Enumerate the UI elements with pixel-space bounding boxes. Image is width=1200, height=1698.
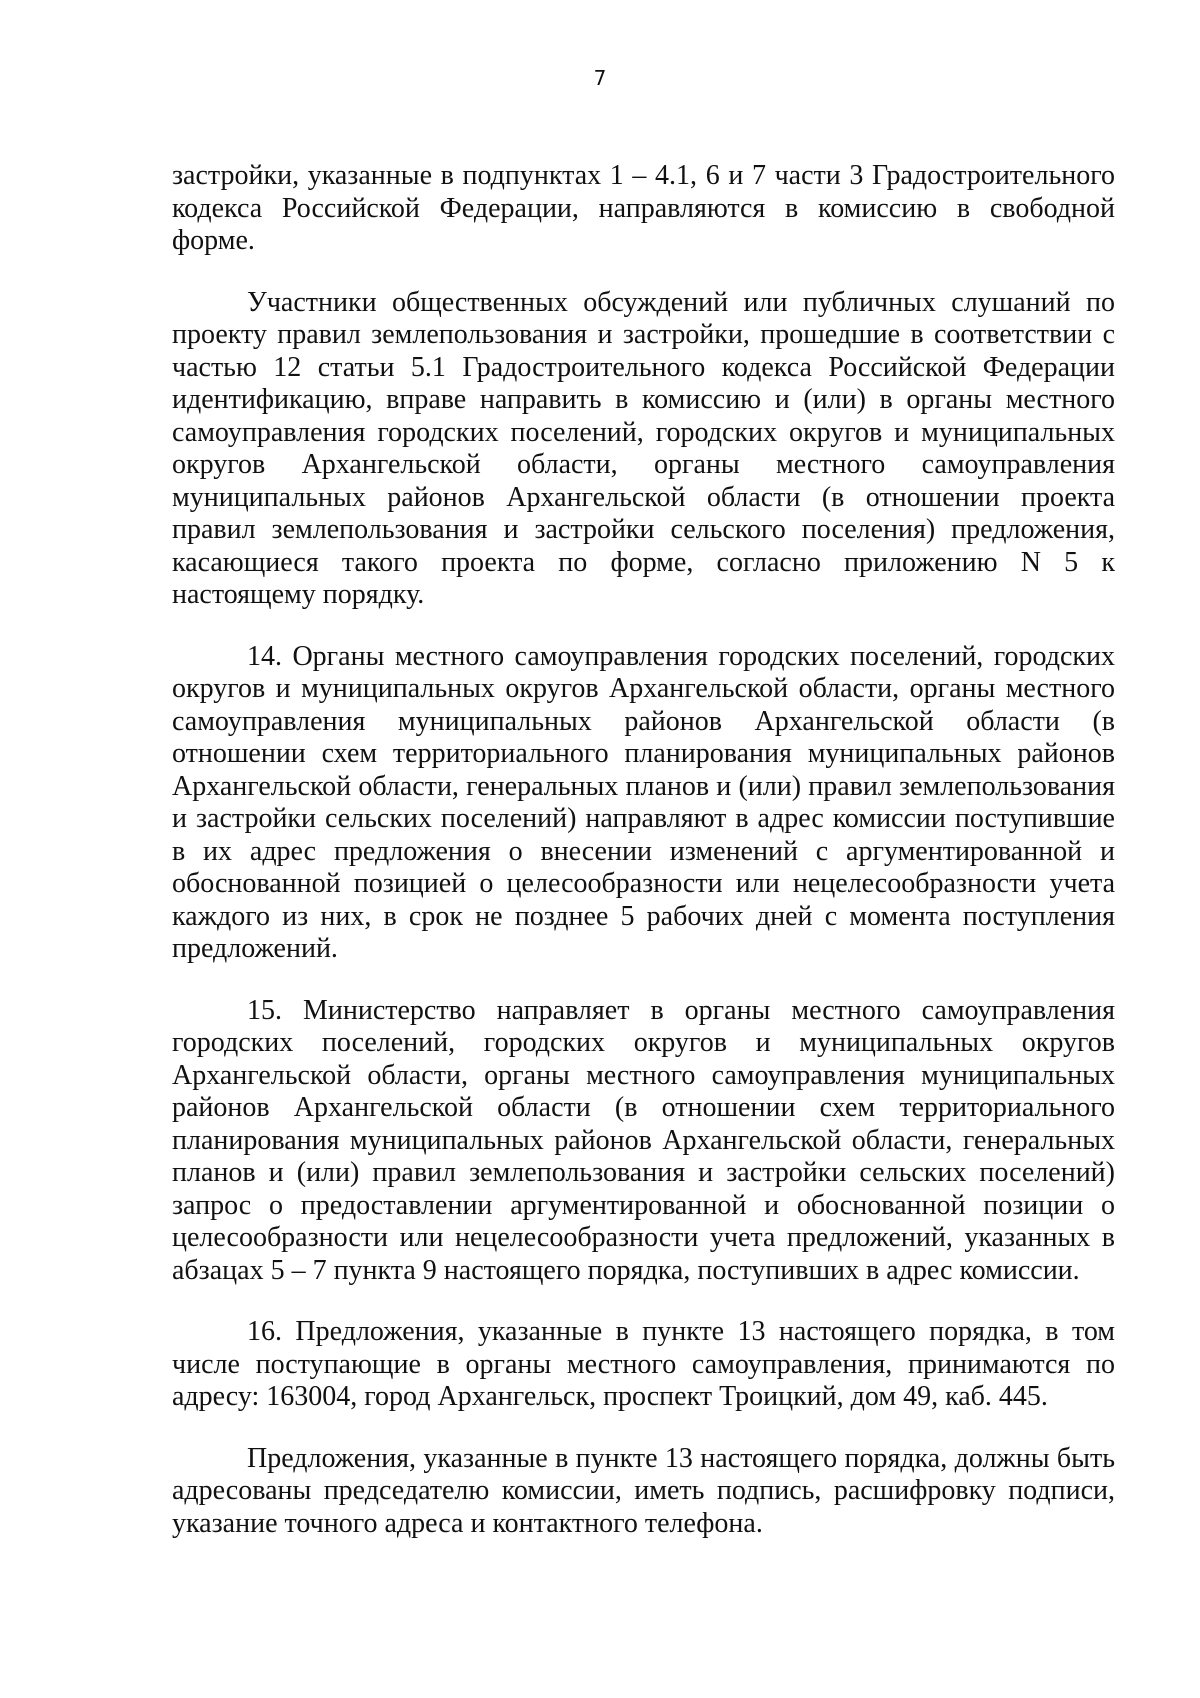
paragraph-proposals-requirements: Предложения, указанные в пункте 13 настоящего порядка, должны быть адресованы председателю комиссии, иметь подпись, расшифровку подписи, указание точного адреса и контактного телефона. bbox=[172, 1442, 1115, 1539]
paragraph-15: 15. Министерство направляет в органы местного самоуправления городских поселений, городских округов и муниципальных округов Архангельской области, органы местного самоуправления муниципальных районов Архангельской области (в отношении схем территориального планирования муниципальных районов Архангельской области, генеральных планов и (или) правил землепользования и застройки сельских поселений) запрос о предоставлении аргументированной и обоснованной позиции о целесообразности или нецелесообразности учета предложений, указанных в абзацах 5 – 7 пункта 9 настоящего порядка, поступивших в адрес комиссии. bbox=[172, 994, 1115, 1286]
paragraph-participants: Участники общественных обсуждений или публичных слушаний по проекту правил землепользования и застройки, прошедшие в соответствии с частью 12 статьи 5.1 Градостроительного кодекса Российской Федерации идентификацию, вправе направить в комиссию и (или) в органы местного самоуправления городских поселений, городских округов и муниципальных округов Архангельской области, органы местного самоуправления муниципальных районов Архангельской области (в отношении проекта правил землепользования и застройки сельского поселения) предложения, касающиеся такого проекта по форме, согласно приложению N 5 к настоящему порядку. bbox=[172, 286, 1115, 610]
page-number: 7 bbox=[593, 66, 607, 90]
paragraph-continuation: застройки, указанные в подпунктах 1 – 4.1, 6 и 7 части 3 Градостроительного кодекса Российской Федерации, направляются в комиссию в свободной форме. bbox=[172, 160, 1115, 256]
paragraph-14: 14. Органы местного самоуправления городских поселений, городских округов и муниципальных округов Архангельской области, органы местного самоуправления муниципальных районов Архангельской области (в отношении схем территориального планирования муниципальных районов Архангельской области, генеральных планов и (или) правил землепользования и застройки сельских поселений) направляют в адрес комиссии поступившие в их адрес предложения о внесении изменений с аргументированной и обоснованной позицией о целесообразности или нецелесообразности учета каждого из них, в срок не позднее 5 рабочих дней с момента поступления предложений. bbox=[172, 640, 1115, 964]
document-body bbox=[172, 160, 1115, 1569]
paragraph-16: 16. Предложения, указанные в пункте 13 настоящего порядка, в том числе поступающие в органы местного самоуправления, принимаются по адресу: 163004, город Архангельск, проспект Троицкий, дом 49, каб. 445. bbox=[172, 1316, 1115, 1412]
